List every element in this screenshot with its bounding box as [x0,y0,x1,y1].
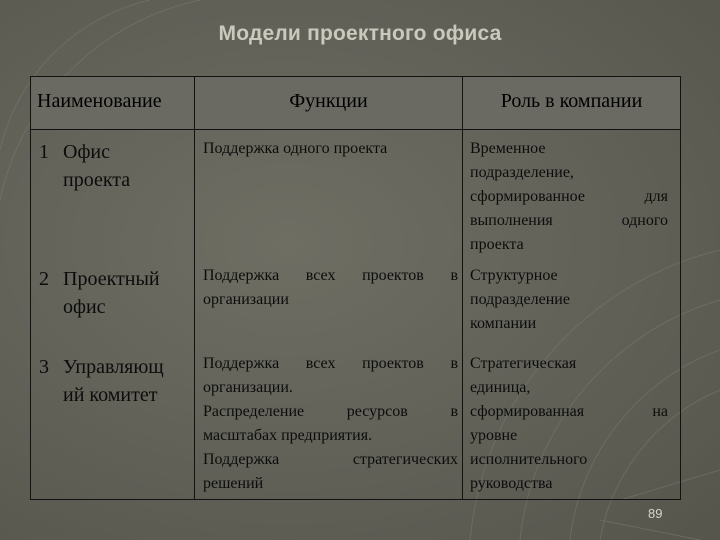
row2-number: 2 [39,268,49,290]
column-divider [462,77,463,499]
row3-functions-line: организации. [203,379,293,396]
row1-role-line: выполнения одного [470,212,668,229]
row1-role-line: Временное [470,140,546,157]
row1-role-line: проекта [470,236,524,253]
page-number: 89 [648,506,663,521]
row1-functions [203,137,458,161]
row3-functions [203,352,458,496]
row2-role-line: Структурное [470,267,558,284]
row1-functions-line: Поддержка одного проекта [203,140,388,157]
header-functions: Функции [289,90,368,112]
row2-role-line: компании [470,315,537,332]
row3-number: 3 [39,356,49,378]
row2-functions-line: Поддержка всех проектов в [203,267,458,284]
slide-title: Модели проектного офиса [218,22,502,45]
row2-name [37,265,193,321]
row3-functions-line: решений [203,475,264,492]
row3-role-line: сформированная на [470,403,668,420]
row3-name-line: Управляющ [63,356,164,378]
office-models-table [30,76,681,500]
column-divider [194,77,195,499]
row3-role-line: исполнительного [470,451,588,468]
row3-role-line: уровне [470,427,518,444]
row3-functions-line: масштабах предприятия. [203,427,373,444]
row1-name [37,138,193,194]
row1-role [470,137,668,257]
row3-functions-line: Поддержка всех проектов в [203,355,458,372]
row3-role-line: Стратегическая [470,355,577,372]
row2-name-line: офис [63,296,106,318]
row1-name-line: Офис [63,141,110,163]
row2-role-line: подразделение [470,291,570,308]
row2-functions [203,264,458,312]
header-name: Наименование [37,90,162,112]
header-role: Роль в компании [500,90,643,112]
row1-role-line: подразделение, [470,164,574,181]
row3-name-line: ий комитет [63,384,158,406]
row1-number: 1 [39,141,49,163]
row2-name-line: Проектный [63,268,160,290]
row3-role [470,352,668,496]
row1-role-line: сформированное для [470,188,668,205]
row1-name-line: проекта [63,169,131,191]
row2-functions-line: организации [203,291,289,308]
row3-name [37,353,193,409]
row3-functions-line: Распределение ресурсов в [203,403,458,420]
row2-role [470,264,668,336]
row3-functions-line: Поддержка стратегических [203,451,458,468]
row3-role-line: руководства [470,475,553,492]
row3-role-line: единица, [470,379,531,396]
